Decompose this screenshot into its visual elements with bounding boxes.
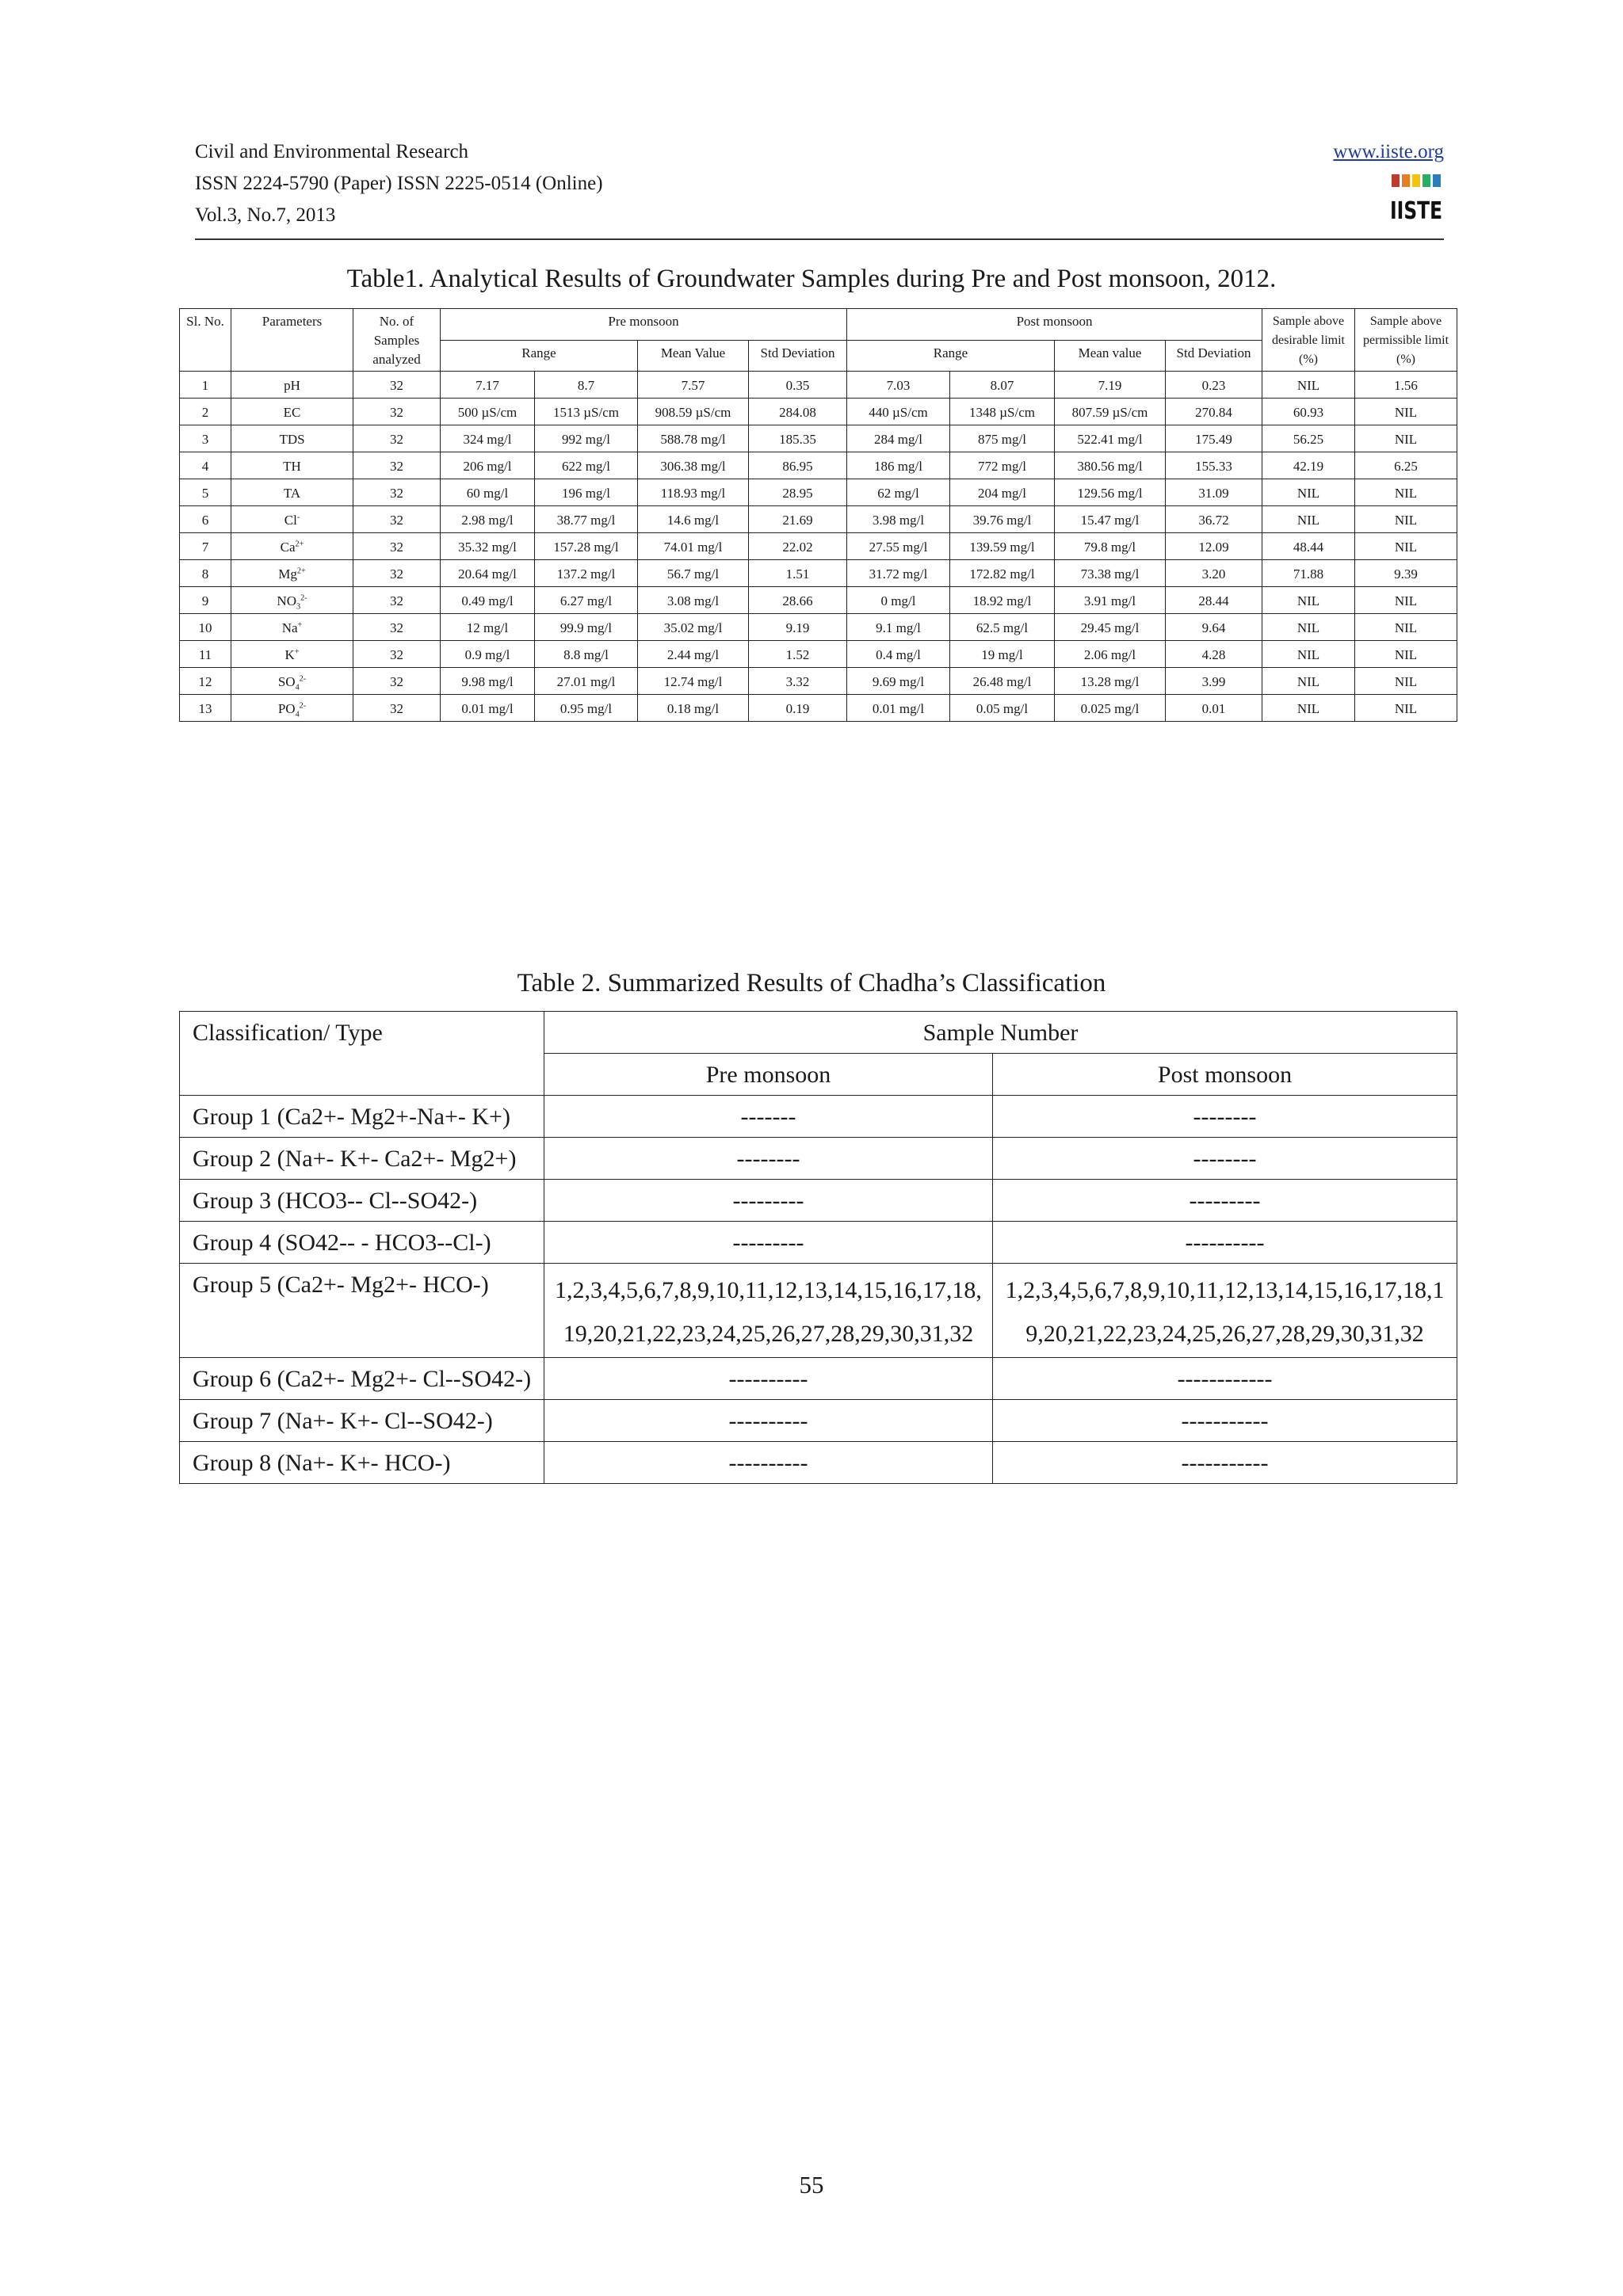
- cell-post-std: 12.09: [1166, 533, 1262, 560]
- cell-post-range-min: 7.03: [847, 372, 950, 399]
- cell-pre-range-min: 0.49 mg/l: [441, 587, 535, 614]
- cell-sl-no: 5: [180, 479, 231, 506]
- cell-post-std: 28.44: [1166, 587, 1262, 614]
- cell-permissible: 9.39: [1355, 560, 1457, 587]
- table-row: [180, 1264, 1457, 1358]
- cell-pre-samples: ----------: [544, 1442, 993, 1484]
- cell-desirable: NIL: [1262, 372, 1355, 399]
- table-row: [180, 479, 1457, 506]
- cell-pre-range-max: 137.2 mg/l: [535, 560, 638, 587]
- cell-samples: 32: [353, 479, 441, 506]
- cell-sl-no: 6: [180, 506, 231, 533]
- cell-post-mean: 15.47 mg/l: [1055, 506, 1166, 533]
- cell-pre-samples: --------: [544, 1138, 993, 1180]
- table-row: [180, 641, 1457, 668]
- chadha-classification-table: [179, 1011, 1457, 1484]
- cell-pre-range-min: 60 mg/l: [441, 479, 535, 506]
- cell-post-samples: --------: [993, 1138, 1457, 1180]
- cell-desirable: 48.44: [1262, 533, 1355, 560]
- cell-samples: 32: [353, 506, 441, 533]
- table-row: [180, 425, 1457, 452]
- cell-samples: 32: [353, 668, 441, 695]
- cell-post-range-min: 0 mg/l: [847, 587, 950, 614]
- cell-post-std: 0.23: [1166, 372, 1262, 399]
- cell-group-label: Group 1 (Ca2+- Mg2+-Na+- K+): [180, 1096, 544, 1138]
- cell-parameter: [231, 641, 353, 668]
- cell-group-label: Group 6 (Ca2+- Mg2+- Cl--SO42-): [180, 1358, 544, 1400]
- cell-post-mean: 2.06 mg/l: [1055, 641, 1166, 668]
- cell-pre-range-max: 8.7: [535, 372, 638, 399]
- cell-pre-range-max: 157.28 mg/l: [535, 533, 638, 560]
- cell-desirable: NIL: [1262, 695, 1355, 722]
- cell-parameter: [231, 560, 353, 587]
- cell-post-range-max: 62.5 mg/l: [950, 614, 1055, 641]
- col-post-std: Std Deviation: [1166, 340, 1262, 372]
- cell-post-mean: 380.56 mg/l: [1055, 452, 1166, 479]
- cell-pre-std: 185.35: [749, 425, 847, 452]
- cell-parameter: [231, 668, 353, 695]
- logo-text: IISTE: [1390, 197, 1442, 225]
- cell-sl-no: 10: [180, 614, 231, 641]
- cell-pre-mean: 74.01 mg/l: [638, 533, 749, 560]
- iiste-logo: [1388, 171, 1444, 223]
- cell-post-range-max: 0.05 mg/l: [950, 695, 1055, 722]
- table-row: [180, 695, 1457, 722]
- table1-caption: Table1. Analytical Results of Groundwater Samples during Pre and Post monsoon, 2012.: [346, 265, 1277, 293]
- cell-permissible: NIL: [1355, 533, 1457, 560]
- cell-desirable: NIL: [1262, 587, 1355, 614]
- cell-pre-mean: 118.93 mg/l: [638, 479, 749, 506]
- cell-pre-std: 21.69: [749, 506, 847, 533]
- cell-sl-no: 12: [180, 668, 231, 695]
- parameter-symbol: Na: [281, 620, 298, 635]
- cell-pre-mean: 14.6 mg/l: [638, 506, 749, 533]
- parameter-symbol: PO: [277, 701, 296, 716]
- cell-samples: 32: [353, 452, 441, 479]
- logo-stripe: [1412, 174, 1420, 187]
- cell-parameter: [231, 614, 353, 641]
- cell-pre-range-max: 38.77 mg/l: [535, 506, 638, 533]
- cell-group-label: Group 5 (Ca2+- Mg2+- HCO-): [180, 1264, 544, 1358]
- cell-pre-std: 1.51: [749, 560, 847, 587]
- col-permissible-limit: Sample above permissible limit (%): [1355, 309, 1457, 372]
- cell-pre-range-min: 9.98 mg/l: [441, 668, 535, 695]
- cell-parameter: [231, 587, 353, 614]
- parameter-charge: 2-: [300, 593, 307, 603]
- cell-post-mean: 29.45 mg/l: [1055, 614, 1166, 641]
- col-pre-monsoon: Pre monsoon: [441, 309, 847, 341]
- cell-pre-range-max: 196 mg/l: [535, 479, 638, 506]
- cell-permissible: 1.56: [1355, 372, 1457, 399]
- cell-sl-no: 9: [180, 587, 231, 614]
- logo-stripe: [1402, 174, 1410, 187]
- table-row: [180, 587, 1457, 614]
- parameter-symbol: Ca: [280, 540, 296, 555]
- cell-post-range-max: 875 mg/l: [950, 425, 1055, 452]
- cell-pre-std: 284.08: [749, 399, 847, 425]
- parameter-charge: 2+: [295, 540, 304, 549]
- cell-pre-samples: 1,2,3,4,5,6,7,8,9,10,11,12,13,14,15,16,17,18,19,20,21,22,23,24,25,26,27,28,29,30,31,32: [544, 1264, 993, 1358]
- cell-pre-samples: ---------: [544, 1180, 993, 1222]
- table-row: [180, 533, 1457, 560]
- cell-parameter: TDS: [231, 425, 353, 452]
- parameter-symbol: NO: [277, 593, 296, 608]
- cell-parameter: TA: [231, 479, 353, 506]
- col-classification-type: Classification/ Type: [180, 1012, 544, 1096]
- cell-post-range-min: 0.4 mg/l: [847, 641, 950, 668]
- cell-pre-range-max: 99.9 mg/l: [535, 614, 638, 641]
- table-row: [180, 1400, 1457, 1442]
- cell-pre-std: 0.19: [749, 695, 847, 722]
- cell-pre-range-max: 1513 µS/cm: [535, 399, 638, 425]
- cell-post-range-max: 18.92 mg/l: [950, 587, 1055, 614]
- cell-samples: 32: [353, 372, 441, 399]
- parameter-charge: 2+: [296, 566, 306, 576]
- cell-pre-std: 86.95: [749, 452, 847, 479]
- table1-body: [180, 372, 1457, 722]
- cell-permissible: NIL: [1355, 587, 1457, 614]
- journal-volume: Vol.3, No.7, 2013: [195, 204, 336, 226]
- cell-pre-std: 28.95: [749, 479, 847, 506]
- cell-pre-mean: 7.57: [638, 372, 749, 399]
- cell-desirable: NIL: [1262, 506, 1355, 533]
- journal-url-link[interactable]: www.iiste.org: [1333, 141, 1444, 162]
- cell-pre-mean: 306.38 mg/l: [638, 452, 749, 479]
- table-row: [180, 1442, 1457, 1484]
- cell-sl-no: 1: [180, 372, 231, 399]
- parameter-charge: -: [296, 513, 300, 522]
- cell-samples: 32: [353, 641, 441, 668]
- cell-sl-no: 3: [180, 425, 231, 452]
- cell-post-range-min: 9.1 mg/l: [847, 614, 950, 641]
- cell-post-range-min: 27.55 mg/l: [847, 533, 950, 560]
- cell-desirable: NIL: [1262, 614, 1355, 641]
- cell-pre-range-max: 992 mg/l: [535, 425, 638, 452]
- col-sample-number: Sample Number: [544, 1012, 1457, 1054]
- cell-pre-std: 28.66: [749, 587, 847, 614]
- cell-post-std: 155.33: [1166, 452, 1262, 479]
- col-post-range: Range: [847, 340, 1055, 372]
- cell-pre-samples: ----------: [544, 1358, 993, 1400]
- cell-desirable: NIL: [1262, 668, 1355, 695]
- cell-post-std: 31.09: [1166, 479, 1262, 506]
- table-row: [180, 506, 1457, 533]
- cell-post-range-max: 204 mg/l: [950, 479, 1055, 506]
- table-row: [180, 1096, 1457, 1138]
- cell-pre-std: 22.02: [749, 533, 847, 560]
- parameter-symbol: K: [285, 647, 295, 662]
- cell-post-std: 9.64: [1166, 614, 1262, 641]
- col-post-monsoon: Post monsoon: [847, 309, 1262, 341]
- cell-post-std: 36.72: [1166, 506, 1262, 533]
- cell-parameter: [231, 506, 353, 533]
- col-pre-monsoon: Pre monsoon: [544, 1054, 993, 1096]
- col-post-mean: Mean value: [1055, 340, 1166, 372]
- cell-post-range-min: 284 mg/l: [847, 425, 950, 452]
- cell-permissible: NIL: [1355, 614, 1457, 641]
- col-pre-mean: Mean Value: [638, 340, 749, 372]
- cell-post-range-min: 3.98 mg/l: [847, 506, 950, 533]
- cell-post-mean: 7.19: [1055, 372, 1166, 399]
- cell-desirable: 60.93: [1262, 399, 1355, 425]
- cell-samples: 32: [353, 399, 441, 425]
- cell-post-std: 3.99: [1166, 668, 1262, 695]
- cell-post-range-min: 31.72 mg/l: [847, 560, 950, 587]
- cell-post-range-max: 8.07: [950, 372, 1055, 399]
- cell-post-range-min: 186 mg/l: [847, 452, 950, 479]
- col-pre-std: Std Deviation: [749, 340, 847, 372]
- parameter-symbol: SO: [277, 674, 296, 689]
- analytical-results-table: [179, 308, 1457, 722]
- cell-post-std: 3.20: [1166, 560, 1262, 587]
- cell-permissible: NIL: [1355, 399, 1457, 425]
- cell-group-label: Group 8 (Na+- K+- HCO-): [180, 1442, 544, 1484]
- cell-post-mean: 129.56 mg/l: [1055, 479, 1166, 506]
- cell-permissible: NIL: [1355, 668, 1457, 695]
- cell-samples: 32: [353, 560, 441, 587]
- cell-samples: 32: [353, 425, 441, 452]
- cell-group-label: Group 7 (Na+- K+- Cl--SO42-): [180, 1400, 544, 1442]
- table-row: [180, 668, 1457, 695]
- cell-permissible: 6.25: [1355, 452, 1457, 479]
- cell-post-range-min: 0.01 mg/l: [847, 695, 950, 722]
- cell-sl-no: 4: [180, 452, 231, 479]
- cell-sl-no: 11: [180, 641, 231, 668]
- logo-stripe: [1392, 174, 1400, 187]
- cell-post-std: 270.84: [1166, 399, 1262, 425]
- header-rule: [195, 238, 1444, 240]
- cell-permissible: NIL: [1355, 695, 1457, 722]
- cell-post-samples: 1,2,3,4,5,6,7,8,9,10,11,12,13,14,15,16,17,18,19,20,21,22,23,24,25,26,27,28,29,30,31,32: [993, 1264, 1457, 1358]
- cell-parameter: TH: [231, 452, 353, 479]
- page-header: [195, 136, 1444, 239]
- cell-post-std: 4.28: [1166, 641, 1262, 668]
- table-row: [180, 399, 1457, 425]
- cell-post-range-max: 39.76 mg/l: [950, 506, 1055, 533]
- cell-pre-mean: 908.59 µS/cm: [638, 399, 749, 425]
- cell-desirable: 56.25: [1262, 425, 1355, 452]
- cell-parameter: pH: [231, 372, 353, 399]
- col-parameters: Parameters: [231, 309, 353, 372]
- parameter-subscript: 4: [295, 710, 300, 719]
- table-row: [180, 1358, 1457, 1400]
- cell-pre-range-max: 622 mg/l: [535, 452, 638, 479]
- cell-parameter: EC: [231, 399, 353, 425]
- cell-post-mean: 522.41 mg/l: [1055, 425, 1166, 452]
- col-pre-range: Range: [441, 340, 638, 372]
- table2-caption: Table 2. Summarized Results of Chadha’s Classification: [517, 969, 1106, 997]
- cell-pre-range-min: 2.98 mg/l: [441, 506, 535, 533]
- cell-sl-no: 13: [180, 695, 231, 722]
- cell-post-samples: -----------: [993, 1400, 1457, 1442]
- cell-pre-range-min: 324 mg/l: [441, 425, 535, 452]
- col-sl-no: Sl. No.: [180, 309, 231, 372]
- cell-pre-range-max: 0.95 mg/l: [535, 695, 638, 722]
- cell-permissible: NIL: [1355, 641, 1457, 668]
- cell-post-range-max: 172.82 mg/l: [950, 560, 1055, 587]
- cell-pre-mean: 12.74 mg/l: [638, 668, 749, 695]
- cell-post-std: 0.01: [1166, 695, 1262, 722]
- parameter-charge: 2-: [299, 701, 307, 711]
- cell-pre-mean: 2.44 mg/l: [638, 641, 749, 668]
- table-row: [180, 372, 1457, 399]
- parameter-symbol: Mg: [278, 566, 297, 582]
- cell-pre-range-min: 500 µS/cm: [441, 399, 535, 425]
- cell-post-mean: 3.91 mg/l: [1055, 587, 1166, 614]
- table-row: [180, 1138, 1457, 1180]
- journal-issn: ISSN 2224-5790 (Paper) ISSN 2225-0514 (Online): [195, 173, 603, 194]
- cell-sl-no: 7: [180, 533, 231, 560]
- cell-post-range-max: 772 mg/l: [950, 452, 1055, 479]
- cell-post-range-max: 26.48 mg/l: [950, 668, 1055, 695]
- cell-desirable: 42.19: [1262, 452, 1355, 479]
- cell-pre-range-min: 35.32 mg/l: [441, 533, 535, 560]
- cell-group-label: Group 4 (SO42-- - HCO3--Cl-): [180, 1222, 544, 1264]
- cell-pre-range-min: 206 mg/l: [441, 452, 535, 479]
- cell-pre-range-min: 12 mg/l: [441, 614, 535, 641]
- parameter-charge: +: [294, 647, 300, 657]
- cell-group-label: Group 3 (HCO3-- Cl--SO42-): [180, 1180, 544, 1222]
- col-samples-analyzed: No. of Samples analyzed: [353, 309, 441, 372]
- parameter-charge: +: [297, 620, 303, 630]
- cell-pre-std: 0.35: [749, 372, 847, 399]
- col-post-monsoon: Post monsoon: [993, 1054, 1457, 1096]
- cell-post-samples: ----------: [993, 1222, 1457, 1264]
- cell-samples: 32: [353, 614, 441, 641]
- cell-post-mean: 13.28 mg/l: [1055, 668, 1166, 695]
- cell-post-samples: --------: [993, 1096, 1457, 1138]
- journal-name: Civil and Environmental Research: [195, 141, 469, 162]
- cell-samples: 32: [353, 533, 441, 560]
- cell-post-mean: 79.8 mg/l: [1055, 533, 1166, 560]
- cell-desirable: NIL: [1262, 641, 1355, 668]
- cell-post-range-min: 62 mg/l: [847, 479, 950, 506]
- cell-pre-std: 1.52: [749, 641, 847, 668]
- cell-pre-range-max: 27.01 mg/l: [535, 668, 638, 695]
- cell-post-samples: ---------: [993, 1180, 1457, 1222]
- page-number: 55: [799, 2171, 824, 2199]
- table-row: [180, 1222, 1457, 1264]
- cell-sl-no: 8: [180, 560, 231, 587]
- cell-post-mean: 807.59 µS/cm: [1055, 399, 1166, 425]
- logo-stripe: [1423, 174, 1430, 187]
- cell-pre-samples: ----------: [544, 1400, 993, 1442]
- cell-permissible: NIL: [1355, 425, 1457, 452]
- parameter-subscript: 3: [296, 602, 301, 612]
- table-row: [180, 452, 1457, 479]
- cell-pre-range-min: 0.01 mg/l: [441, 695, 535, 722]
- cell-post-mean: 0.025 mg/l: [1055, 695, 1166, 722]
- cell-group-label: Group 2 (Na+- K+- Ca2+- Mg2+): [180, 1138, 544, 1180]
- cell-pre-mean: 0.18 mg/l: [638, 695, 749, 722]
- cell-pre-range-min: 7.17: [441, 372, 535, 399]
- cell-pre-std: 9.19: [749, 614, 847, 641]
- parameter-subscript: 4: [295, 683, 300, 692]
- table-row: [180, 1180, 1457, 1222]
- cell-pre-range-min: 0.9 mg/l: [441, 641, 535, 668]
- cell-post-samples: ------------: [993, 1358, 1457, 1400]
- cell-samples: 32: [353, 587, 441, 614]
- cell-pre-range-min: 20.64 mg/l: [441, 560, 535, 587]
- table-row: [180, 614, 1457, 641]
- cell-desirable: NIL: [1262, 479, 1355, 506]
- cell-post-range-max: 19 mg/l: [950, 641, 1055, 668]
- cell-pre-mean: 588.78 mg/l: [638, 425, 749, 452]
- logo-stripe: [1433, 174, 1441, 187]
- cell-post-std: 175.49: [1166, 425, 1262, 452]
- cell-samples: 32: [353, 695, 441, 722]
- cell-parameter: [231, 533, 353, 560]
- cell-pre-std: 3.32: [749, 668, 847, 695]
- cell-pre-mean: 56.7 mg/l: [638, 560, 749, 587]
- cell-desirable: 71.88: [1262, 560, 1355, 587]
- cell-parameter: [231, 695, 353, 722]
- cell-post-range-max: 1348 µS/cm: [950, 399, 1055, 425]
- cell-post-mean: 73.38 mg/l: [1055, 560, 1166, 587]
- table-row: [180, 560, 1457, 587]
- cell-permissible: NIL: [1355, 479, 1457, 506]
- cell-pre-range-max: 6.27 mg/l: [535, 587, 638, 614]
- cell-pre-mean: 35.02 mg/l: [638, 614, 749, 641]
- parameter-charge: 2-: [299, 674, 307, 684]
- cell-pre-samples: ---------: [544, 1222, 993, 1264]
- cell-post-range-min: 9.69 mg/l: [847, 668, 950, 695]
- cell-post-range-min: 440 µS/cm: [847, 399, 950, 425]
- cell-pre-range-max: 8.8 mg/l: [535, 641, 638, 668]
- cell-sl-no: 2: [180, 399, 231, 425]
- cell-pre-samples: -------: [544, 1096, 993, 1138]
- cell-post-samples: -----------: [993, 1442, 1457, 1484]
- cell-permissible: NIL: [1355, 506, 1457, 533]
- cell-post-range-max: 139.59 mg/l: [950, 533, 1055, 560]
- col-desirable-limit: Sample above desirable limit (%): [1262, 309, 1355, 372]
- cell-pre-mean: 3.08 mg/l: [638, 587, 749, 614]
- parameter-symbol: Cl: [284, 513, 297, 528]
